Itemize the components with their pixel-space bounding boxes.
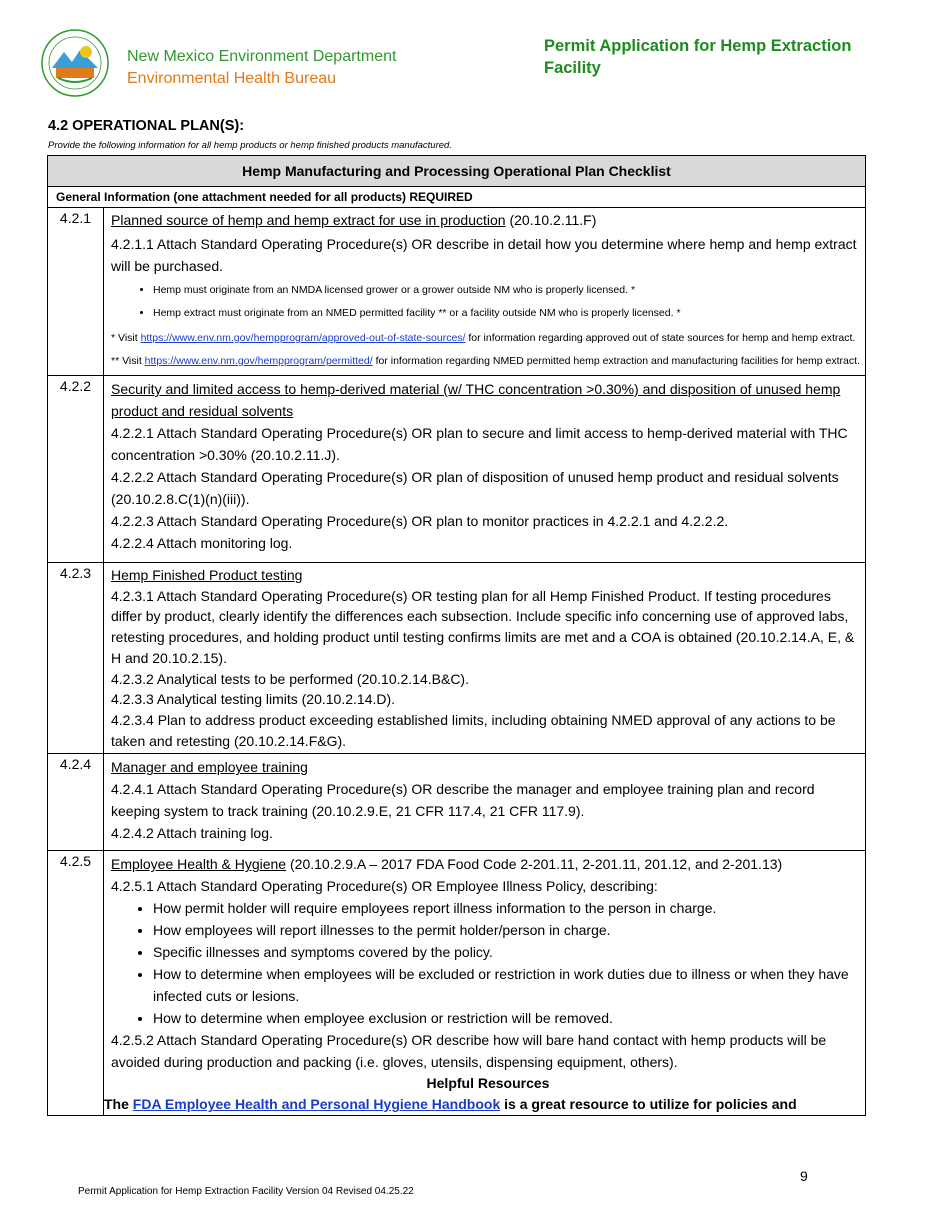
page-header bbox=[0, 0, 950, 110]
bullet-list bbox=[111, 897, 865, 1029]
row-title-ref: (20.10.2.9.A – 2017 FDA Food Code 2-201.11, 2-201.11, 201.12, and 2-201.13) bbox=[286, 856, 783, 873]
row-title: Hemp Finished Product testing bbox=[111, 567, 303, 583]
footnote-prefix: ** Visit bbox=[111, 355, 145, 367]
row-paragraph: 4.2.3.1 Attach Standard Operating Procedure(s) OR testing plan for all Hemp Finished Product. If testing procedures differ by product, clearly identify the differences each subsection. Include specific info concerning use of approved labs, retesting procedures, and holding product until testing confirms limits are met and a COA is obtained (20.10.2.14.A, E, & H and 20.10.2.15). bbox=[111, 587, 855, 666]
list-item: • Hemp must originate from an NMDA licensed grower or a grower outside NM who is properly licensed. * bbox=[153, 279, 865, 302]
resource-line bbox=[104, 1094, 865, 1115]
row-paragraph: 4.2.5.2 Attach Standard Operating Procedure(s) OR describe how will bare hand contact with hemp products will be avoided during production and packing (i.e. gloves, utensils, dispensing equipment, others). bbox=[111, 1032, 827, 1071]
row-title: Manager and employee training bbox=[111, 759, 308, 776]
row-paragraph: 4.2.5.1 Attach Standard Operating Procedure(s) OR Employee Illness Policy, describing: bbox=[111, 878, 658, 895]
row-paragraph: 4.2.3.2 Analytical tests to be performed (20.10.2.14.B&C). bbox=[111, 670, 469, 687]
footnote-text: for information regarding approved out of state sources for hemp and hemp extract. bbox=[465, 332, 856, 344]
list-item: • Hemp extract must originate from an NMED permitted facility ** or a facility outside NM who is properly licensed. * bbox=[153, 302, 865, 325]
row-content bbox=[104, 851, 866, 1116]
row-title: Planned source of hemp and hemp extract for use in production bbox=[111, 212, 506, 228]
table-heading: Hemp Manufacturing and Processing Operational Plan Checklist bbox=[48, 156, 866, 187]
list-item: • How permit holder will require employees report illness information to the person in charge. bbox=[153, 897, 865, 919]
checklist-table bbox=[47, 155, 866, 1116]
page-number: 9 bbox=[800, 1168, 808, 1184]
nmed-seal-icon bbox=[40, 28, 110, 98]
list-item: • How to determine when employees will be excluded or restriction in work duties due to illness or when they have infected cuts or lesions. bbox=[153, 963, 865, 1007]
row-paragraph: 4.2.2.2 Attach Standard Operating Procedure(s) OR plan of disposition of unused hemp product and residual solvents (20.10.2.8.C(1)(n)(iii)). bbox=[111, 469, 839, 507]
row-paragraph: 4.2.2.1 Attach Standard Operating Procedure(s) OR plan to secure and limit access to hemp-derived material with THC concentration >0.30% (20.10.2.11.J). bbox=[111, 425, 848, 463]
footnote bbox=[111, 327, 865, 350]
row-paragraph: 4.2.3.3 Analytical testing limits (20.10.2.14.D). bbox=[111, 691, 396, 708]
row-number: 4.2.4 bbox=[48, 754, 104, 851]
footnote-prefix: * Visit bbox=[111, 332, 141, 344]
row-paragraph: 4.2.2.3 Attach Standard Operating Procedure(s) OR plan to monitor practices in 4.2.2.1 and 4.2.2.2. bbox=[111, 513, 729, 529]
row-content bbox=[104, 376, 866, 563]
row-content bbox=[104, 563, 866, 754]
row-content bbox=[104, 754, 866, 851]
resource-prefix: The bbox=[104, 1096, 133, 1113]
row-title: Employee Health & Hygiene bbox=[111, 856, 287, 873]
table-row bbox=[48, 851, 866, 1116]
row-title: Security and limited access to hemp-derived material (w/ THC concentration >0.30%) and disposition of unused hemp product and residual solvents bbox=[111, 381, 841, 419]
row-paragraph: 4.2.2.4 Attach monitoring log. bbox=[111, 535, 293, 551]
general-info-row: General Information (one attachment needed for all products) REQUIRED bbox=[48, 187, 866, 208]
section-note: Provide the following information for all hemp products or hemp finished products manufactured. bbox=[48, 140, 452, 151]
approved-sources-link[interactable]: https://www.env.nm.gov/hempprogram/approved-out-of-state-sources/ bbox=[140, 332, 466, 344]
bullet-list bbox=[137, 279, 865, 325]
helpful-resources-heading: Helpful Resources bbox=[426, 1075, 550, 1092]
list-item: • Specific illnesses and symptoms covered by the policy. bbox=[153, 941, 865, 963]
permitted-facilities-link[interactable]: https://www.env.nm.gov/hempprogram/permitted/ bbox=[144, 355, 373, 367]
table-row bbox=[48, 376, 866, 563]
row-title-ref: (20.10.2.11.F) bbox=[505, 212, 597, 228]
page-footer: Permit Application for Hemp Extraction Facility Version 04 Revised 04.25.22 bbox=[78, 1186, 414, 1197]
row-number: 4.2.2 bbox=[48, 376, 104, 563]
row-number: 4.2.5 bbox=[48, 851, 104, 1116]
row-content bbox=[104, 208, 866, 376]
section-title: 4.2 OPERATIONAL PLAN(S): bbox=[48, 118, 245, 134]
row-paragraph: 4.2.4.2 Attach training log. bbox=[111, 825, 273, 842]
list-item: • How to determine when employee exclusion or restriction will be removed. bbox=[153, 1007, 865, 1029]
row-paragraph: 4.2.4.1 Attach Standard Operating Procedure(s) OR describe the manager and employee training plan and record keeping system to track training (20.10.2.9.E, 21 CFR 117.4, 21 CFR 117.9). bbox=[111, 781, 815, 820]
bureau-name: Environmental Health Bureau bbox=[127, 70, 337, 87]
footnote bbox=[111, 350, 865, 373]
table-row bbox=[48, 208, 866, 376]
row-paragraph: 4.2.1.1 Attach Standard Operating Procedure(s) OR describe in detail how you determine where hemp and hemp extract will be purchased. bbox=[111, 236, 857, 274]
row-number: 4.2.3 bbox=[48, 563, 104, 754]
fda-handbook-link[interactable]: FDA Employee Health and Personal Hygiene Handbook bbox=[132, 1096, 501, 1113]
footnote-text: for information regarding NMED permitted hemp extraction and manufacturing facilities for hemp extract. bbox=[372, 355, 860, 367]
table-row bbox=[48, 563, 866, 754]
table-row bbox=[48, 754, 866, 851]
row-paragraph: 4.2.3.4 Plan to address product exceeding established limits, including obtaining NMED approval of any actions to be taken and retesting (20.10.2.14.F&G). bbox=[111, 711, 836, 749]
org-name: New Mexico Environment Department bbox=[127, 48, 397, 65]
row-number: 4.2.1 bbox=[48, 208, 104, 376]
resource-text: is a great resource to utilize for policies and bbox=[500, 1096, 797, 1113]
list-item: • How employees will report illnesses to the permit holder/person in charge. bbox=[153, 919, 865, 941]
document-title: Permit Application for Hemp Extraction Facility bbox=[544, 37, 852, 77]
